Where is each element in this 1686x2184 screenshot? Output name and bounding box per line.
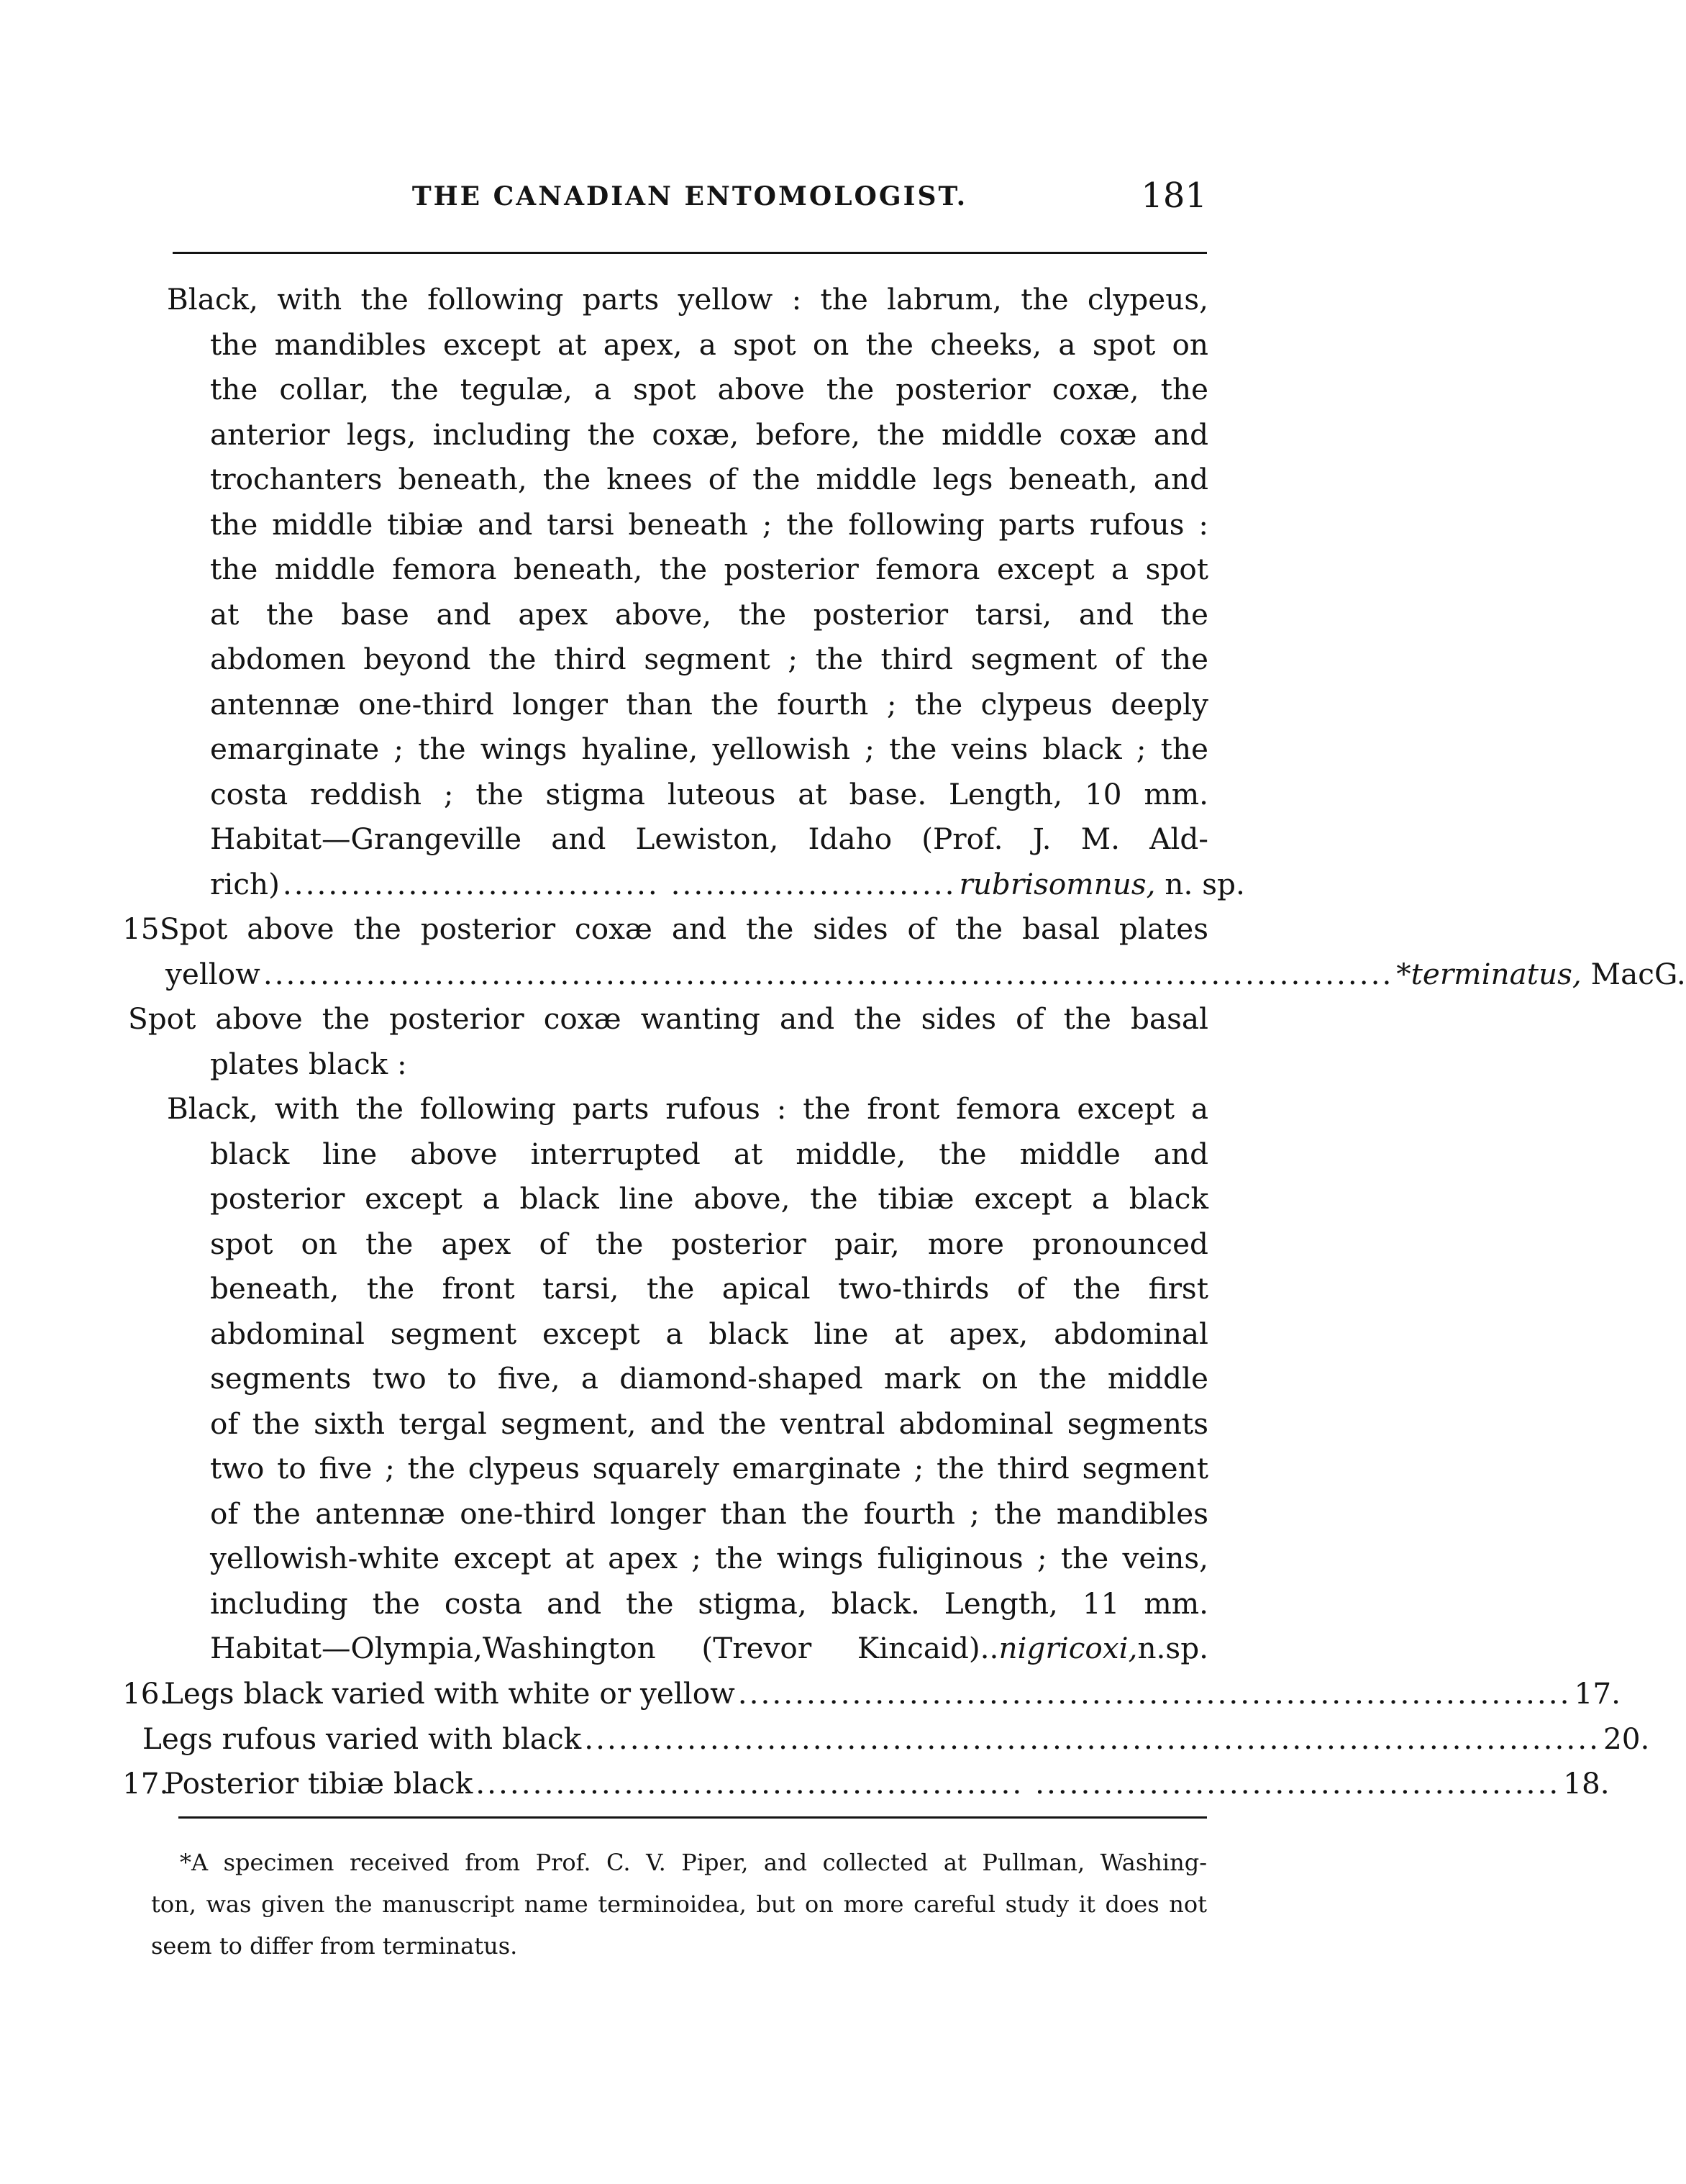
couplet-17: [122, 1761, 1610, 1806]
footnote-line: *A specimen received from Prof. C. V. Piper, and collected at Pullman, Washing-: [180, 1849, 1207, 1876]
leader-dots: .........................................................................: [737, 1676, 1572, 1711]
text-line: yellow: [165, 956, 260, 991]
footnote: [151, 1842, 1207, 1967]
text-line: at the base and apex above, the posterior tarsi, and the: [210, 596, 1208, 632]
species-line-nigricoxi: [210, 1626, 1208, 1671]
text-line: Spot above the posterior coxæ wanting and the sides of the basal: [128, 1001, 1208, 1036]
header-rule: [173, 252, 1207, 254]
running-head: THE CANADIAN ENTOMOLOGIST.: [411, 181, 968, 211]
text-line: Legs rufous varied with black: [142, 1721, 582, 1756]
text-line: costa reddish ; the stigma luteous at base. Length, 10 mm.: [210, 776, 1208, 811]
couplet-line: [122, 1671, 1621, 1716]
text-line: the mandibles except at apex, a spot on the cheeks, a spot on: [210, 327, 1208, 362]
text-line: antennæ one-third longer than the fourth ; the clypeus deeply: [210, 686, 1208, 722]
species-authority: MacG.: [1581, 956, 1686, 991]
text-line: of the antennæ one-third longer than the fourth ; the mandibles: [210, 1496, 1208, 1531]
footnote-rule: [178, 1816, 1207, 1819]
leader-dots: ................................. .........................: [282, 866, 957, 901]
text-line: yellowish-white except at apex ; the wings fuliginous ; the veins,: [210, 1541, 1208, 1575]
text-line: spot on the apex of the posterior pair, more pronounced: [210, 1226, 1208, 1261]
text-line: abdomen beyond the third segment ; the third segment of the: [210, 642, 1208, 676]
leader-dots: ................................................ ..............................................: [475, 1766, 1561, 1801]
text-line: Black, with the following parts yellow : the labrum, the clypeus,: [167, 282, 1208, 317]
species-line-rubrisomnus: [210, 862, 1245, 907]
text-line: the collar, the tegulæ, a spot above the posterior coxæ, the: [210, 372, 1208, 406]
text-line: Habitat—Grangeville and Lewiston, Idaho (Prof. J. M. Ald-: [210, 822, 1208, 856]
species-name: [959, 862, 1244, 907]
couplet-number: 15.: [122, 911, 169, 946]
species-epithet: nigricoxi,: [998, 1631, 1138, 1665]
couplet-reference: 20.: [1603, 1721, 1650, 1756]
species-authority: n. sp.: [1155, 866, 1245, 901]
text-line: Habitat—Olympia,Washington (Trevor Kincaid)..: [210, 1631, 999, 1665]
text-line: [122, 1761, 473, 1806]
page-number: 181: [1141, 176, 1207, 216]
couplet-number: 16.: [122, 1676, 169, 1711]
species-epithet: *terminatus,: [1396, 956, 1582, 991]
text-line: rich): [210, 866, 280, 901]
couplet-15-alternative: [128, 996, 1208, 1086]
text-line: beneath, the front tarsi, the apical two-thirds of the first: [210, 1271, 1208, 1306]
species-authority: n.sp.: [1137, 1631, 1208, 1665]
footnote-line: ton, was given the manuscript name terminoidea, but on more careful study it does not: [151, 1890, 1207, 1918]
text-line: of the sixth tergal segment, and the ventral abdominal segments: [210, 1406, 1208, 1441]
couplet-reference: 17.: [1574, 1676, 1621, 1711]
text-line: trochanters beneath, the knees of the middle legs beneath, and: [210, 462, 1208, 496]
species-epithet: rubrisomnus,: [959, 866, 1156, 901]
text-line: plates black :: [210, 1046, 407, 1081]
text-line: two to five ; the clypeus squarely emarginate ; the third segment: [210, 1451, 1208, 1485]
text-line: including the costa and the stigma, black. Length, 11 mm.: [210, 1585, 1208, 1621]
couplet-15: [122, 906, 1686, 996]
couplet-text: Posterior tibiæ black: [164, 1766, 473, 1801]
page-header: [173, 176, 1207, 224]
couplet-reference: 18.: [1563, 1766, 1610, 1801]
leader-dots: .........................................................................................: [584, 1721, 1600, 1756]
text-line: the middle femora beneath, the posterior femora except a spot: [210, 552, 1208, 586]
couplet-16: [122, 1671, 1650, 1806]
species-line-terminatus: [122, 952, 1686, 997]
leader-dots: ...................................................................................................: [263, 956, 1394, 991]
couplet-text: Legs black varied with white or yellow: [164, 1676, 735, 1711]
footnote-line: seem to differ from terminatus.: [151, 1932, 518, 1960]
couplet-line: [122, 1716, 1650, 1762]
text-line: Spot above the posterior coxæ and the sides of the basal plates: [160, 911, 1208, 946]
text-line: abdominal segment except a black line at apex, abdominal: [210, 1316, 1208, 1351]
text-line: the middle tibiæ and tarsi beneath ; the following parts rufous :: [210, 506, 1208, 542]
text-line: [122, 1671, 735, 1716]
text-line: posterior except a black line above, the tibiæ except a black: [210, 1181, 1208, 1216]
species-name: [1396, 952, 1685, 997]
couplet-number: 17.: [122, 1766, 169, 1801]
couplet-line: [122, 906, 1208, 952]
text-line: segments two to five, a diamond-shaped mark on the middle: [210, 1361, 1208, 1396]
text-line: black line above interrupted at middle, the middle and: [210, 1136, 1208, 1171]
text-line: Black, with the following parts rufous : the front femora except a: [167, 1091, 1208, 1126]
description-rubrisomnus: [167, 277, 1245, 906]
description-nigricoxi: [167, 1086, 1208, 1671]
text-line: emarginate ; the wings hyaline, yellowish ; the veins black ; the: [210, 732, 1208, 766]
text-line: anterior legs, including the coxæ, before, the middle coxæ and: [210, 417, 1208, 452]
